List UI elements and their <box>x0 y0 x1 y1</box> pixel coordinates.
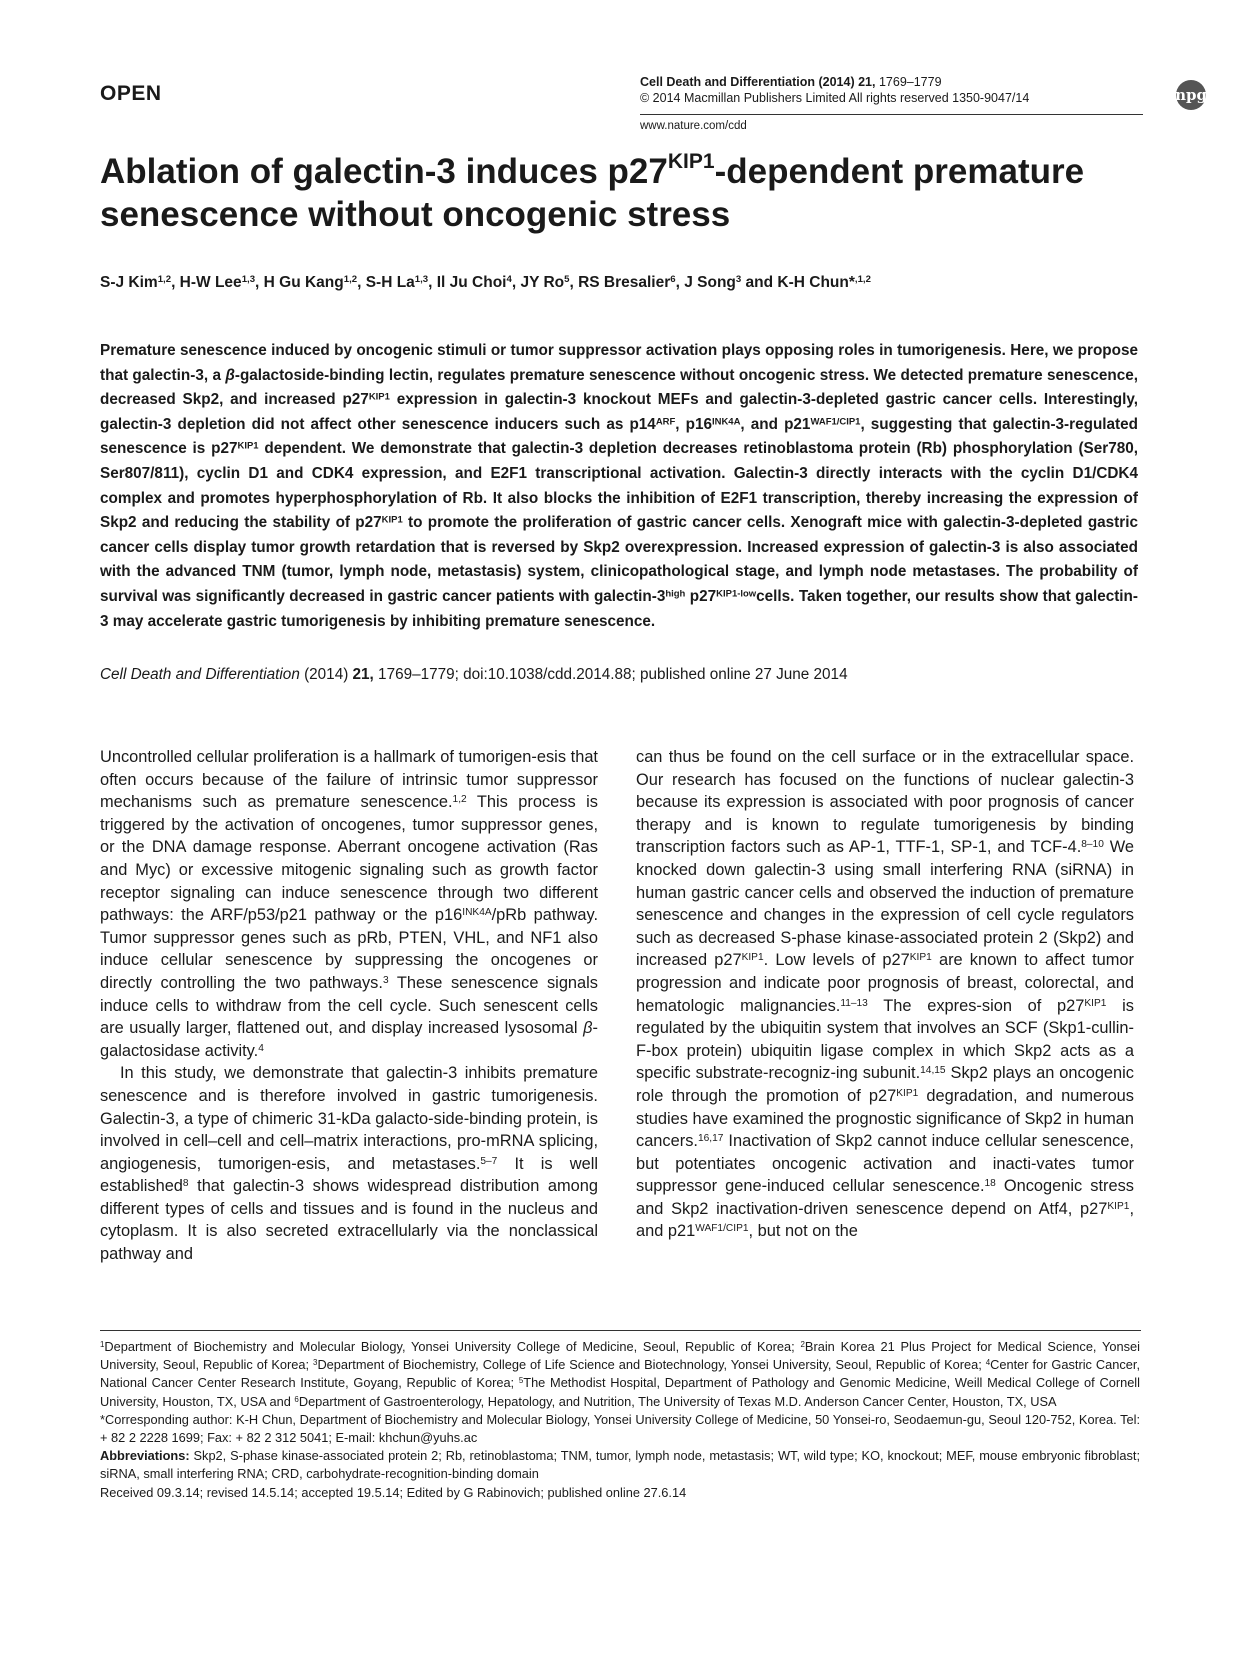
body-paragraph: can thus be found on the cell surface or in the extracellular space. Our research has focused on the functions of nuclear galectin-3 because its expression is associated with poor prognosis of cancer therapy and is known to regulate tumorigenesis by binding transcription factors such as AP-1, TTF-1, SP-1, and TCF-4.$^{8-10}$ We knocked down galectin-3 using small interfering RNA (siRNA) in human gastric cancer cells and observed the induction of premature senescence and changes in the expression of cell cycle regulators such as decreased S-phase kinase-associated protein 2 (Skp2) and increased $p27^{KIP1}$. Low levels of $p27^{KIP1}$ are known to affect tumor progression and indicate poor prognosis of breast, colorectal, and hematologic malignancies.$^{11-13}$ The expres-sion of $p27^{KIP1}$ is regulated by the ubiquitin system that involves an SCF (Skp1-cullin-F-box protein) ubiquitin ligase complex in which Skp2 acts as a specific substrate-recogniz-ing subunit.$^{14,15}$ Skp2 plays an oncogenic role through the promotion of $p27^{KIP1}$ degradation, and numerous studies have examined the prognostic significance of Skp2 in human cancers.$^{16,17}$ Inactivation of Skp2 cannot induce cellular senescence, but potentiates oncogenic activation and inacti-vates tumor suppressor gene-induced cellular senescence.$^{18}$ Oncogenic stress and Skp2 inactivation-driven senescence depend on Atf4, $p27^{KIP1}$, and $p21^{WAF1/CIP1}$, but not on the <box>636 748 1134 1241</box>
article-citation: Cell Death and Differentiation (2014) 21, 1769–1779; doi:10.1038/cdd.2014.88; published online 27 June 2014 <box>100 666 848 683</box>
abbreviations: Abbreviations: Skp2, S-phase kinase-associated protein 2; Rb, retinoblastoma; TNM, tumor, lymph node, metastasis; WT, wild type; KO, knockout; MEF, mouse embryonic fibroblast; siRNA, small interfering RNA; CRD, carbohydrate-recognition-binding domain <box>100 1448 1140 1482</box>
open-access-label: OPEN <box>100 82 162 105</box>
journal-header <box>640 74 1140 106</box>
journal-pages: 1769–1779 <box>875 75 942 89</box>
journal-website-link[interactable]: www.nature.com/cdd <box>640 120 747 132</box>
footnotes <box>100 1338 1140 1502</box>
reference-superscript[interactable]: 16,17 <box>697 1133 724 1145</box>
header-divider <box>640 114 1143 115</box>
journal-name: Cell Death and Differentiation (2014) 21, <box>640 75 876 89</box>
abstract: Premature senescence induced by oncogenic stimuli or tumor suppressor activation plays opposing roles in tumorigenesis. Here, we propose that galectin-3, a β-galactoside-binding lectin, regulates premature senescence without oncogenic stress. We detected premature senescence, decreased Skp2, and increased $p27^{KIP1}$ expression in galectin-3 knockout MEFs and galectin-3-depleted gastric cancer cells. Interestingly, galectin-3 depletion did not affect other senescence inducers such as $p14^{ARF}$, $p16^{INK4A}$, and $p21^{WAF1/CIP1}$, suggesting that galectin-3-regulated senescence is $p27^{KIP1}$ dependent. We demonstrate that galectin-3 depletion decreases retinoblastoma protein (Rb) phosphorylation (Ser780, Ser807/811), cyclin D1 and CDK4 expression, and E2F1 transcriptional activation. Galectin-3 directly interacts with the cyclin D1/CDK4 complex and promotes hyperphosphorylation of Rb. It also blocks the inhibition of E2F1 transcription, thereby increasing the expression of Skp2 and reducing the stability of $p27^{KIP1}$ to promote the proliferation of gastric cancer cells. Xenograft mice with galectin-3-depleted gastric cancer cells display tumor growth retardation that is reversed by Skp2 overexpression. Increased expression of galectin-3 is also associated with the advanced TNM (tumor, lymph node, metastasis) system, clinicopathological stage, and lymph node metastases. The probability of survival was significantly decreased in gastric cancer patients with galectin-$3^{high}$ $p27^{KIP1-low}cells$. Taken together, our results show that galectin-3 may accelerate gastric tumorigenesis by inhibiting premature senescence. <box>100 342 1138 630</box>
body-paragraph: In this study, we demonstrate that galectin-3 inhibits premature senescence and is therefore involved in gastric tumorigenesis. Galectin-3, a type of chimeric 31-kDa galacto-side-binding protein, is involved in cell–cell and cell–matrix interactions, pro-mRNA splicing, angiogenesis, tumorigen-esis, and metastases.$^{5-7}$ It is well established$^8$ that galectin-3 shows widespread distribution among different types of cells and tissues and is found in the nucleus and cytoplasm. It is also secreted extracellularly via the nonclassical pathway and <box>100 1064 598 1264</box>
affiliations: $^1$Department of Biochemistry and Molecular Biology, Yonsei University College of Medicine, Seoul, Republic of Korea; $^2$Brain Korea 21 Plus Project for Medical Science, Yonsei University, Seoul, Republic of Korea; $^3$Department of Biochemistry, College of Life Science and Biotechnology, Yonsei University, Seoul, Republic of Korea; $^4$Center for Gastric Cancer, National Cancer Center Research Institute, Goyang, Republic of Korea; $^5$The Methodist Hospital, Department of Pathology and Genomic Medicine, Weill Medical College of Cornell University, Houston, TX, USA and $^6$Department of Gastroenterology, Hepatology, and Nutrition, The University of Texas M.D. Anderson Cancer Center, Houston, TX, USA <box>100 1339 1141 1409</box>
corresponding-author: *Corresponding author: K-H Chun, Department of Biochemistry and Molecular Biology, Yonsei University College of Medicine, 50 Yonsei-ro, Seodaemun-gu, Seoul 120-752, Korea. Tel: + 82 2 2228 1699; Fax: + 82 2 312 5041; E-mail: khchun@yuhs.ac <box>100 1411 1140 1446</box>
footnote-divider <box>100 1330 1141 1331</box>
article-title: Ablation of galectin-3 induces $p27^{KIP1}$-dependent premature senescence without oncogenic stress <box>100 150 1085 234</box>
npg-logo: npg <box>1176 80 1206 110</box>
copyright-line: © 2014 Macmillan Publishers Limited All rights reserved 1350-9047/14 <box>640 91 1030 105</box>
received-dates: Received 09.3.14; revised 14.5.14; accepted 19.5.14; Edited by G Rabinovich; published online 27.6.14 <box>100 1484 687 1500</box>
reference-superscript[interactable]: 8 <box>182 1178 189 1190</box>
journal-citation-line <box>640 74 1140 90</box>
reference-superscript[interactable]: 4 <box>258 1042 264 1054</box>
reference-superscript[interactable]: 18 <box>984 1178 996 1190</box>
reference-superscript[interactable]: 14,15 <box>920 1065 946 1077</box>
reference-superscript[interactable]: 5–7 <box>480 1155 498 1167</box>
reference-superscript[interactable]: 1,2 <box>452 794 467 806</box>
reference-superscript[interactable]: 3 <box>382 974 389 986</box>
reference-superscript[interactable]: 8–10 <box>1081 839 1104 851</box>
body-column-left <box>100 746 598 1266</box>
reference-superscript[interactable]: 11–13 <box>840 997 868 1009</box>
body-paragraph: Uncontrolled cellular proliferation is a hallmark of tumorigen-esis that often occurs because of the failure of intrinsic tumor suppressor mechanisms such as premature senescence.$^{1,2}$ This process is triggered by the activation of oncogenes, tumor suppressor genes, or the DNA damage response. Aberrant oncogene activation (Ras and Myc) or excessive mitogenic signaling such as growth factor receptor signaling can induce senescence through two different pathways: the ARF/p53/p21 pathway or the $p16^{INK4A}$/pRb pathway. Tumor suppressor genes such as pRb, PTEN, VHL, and NF1 also induce cellular senescence by suppressing the oncogenes or directly controlling the two pathways.$^3$ These senescence signals induce cells to withdraw from the cell cycle. Such senescent cells are usually larger, flattened out, and display increased lysosomal β-galactosidase activity.$^4$ <box>100 748 599 1060</box>
body-column-right <box>636 746 1134 1243</box>
author-list: S-J Kim$^{1,2}$, H-W Lee$^{1,3}$, H Gu Kang$^{1,2}$, S-H La$^{1,3}$, Il Ju Choi$^4$, JY Ro$^5$, RS Bresalier$^6$, J Song$^3$ and K-H Chun*$^{,1,2}$ <box>100 274 871 291</box>
